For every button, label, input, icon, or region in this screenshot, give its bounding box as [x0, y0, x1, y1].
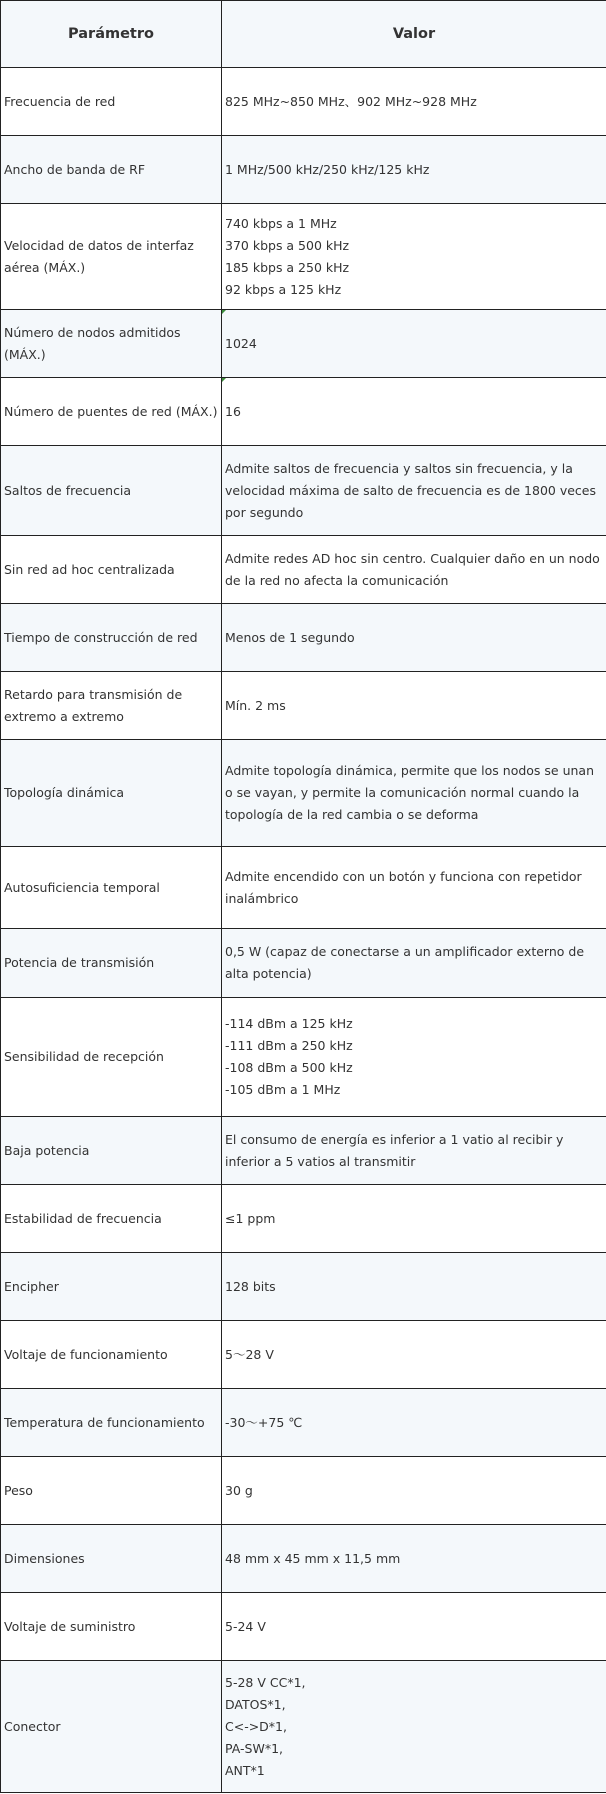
table-row [1, 446, 606, 536]
param-cell: Peso [1, 1457, 222, 1525]
param-cell: Número de nodos admitidos (MÁX.) [1, 310, 222, 378]
value-line: 740 kbps a 1 MHz [225, 215, 337, 231]
value-line: -114 dBm a 125 kHz [225, 1016, 353, 1031]
table-row [1, 310, 606, 378]
value-cell [222, 1525, 606, 1593]
value-line: Admite redes AD hoc sin centro. Cualquier daño en un nodo de la red no afecta la comunicación [225, 550, 600, 588]
value-cell [222, 204, 606, 310]
value-line: 825 MHz~850 MHz、902 MHz~928 MHz [225, 93, 477, 109]
table-row [1, 847, 606, 929]
value-line: Admite saltos de frecuencia y saltos sin frecuencia, y la velocidad máxima de salto de frecuencia es de 1800 veces por segundo [225, 460, 597, 520]
value-line: 16 [225, 403, 241, 419]
value-line: Mín. 2 ms [225, 697, 286, 713]
param-cell: Baja potencia [1, 1117, 222, 1185]
value-cell [222, 847, 606, 929]
table-row [1, 929, 606, 998]
value-line: 92 kbps a 125 kHz [225, 281, 342, 297]
table-row [1, 1321, 606, 1389]
param-cell: Estabilidad de frecuencia [1, 1185, 222, 1253]
table-row [1, 604, 606, 672]
value-cell [222, 1593, 606, 1661]
param-cell: Ancho de banda de RF [1, 136, 222, 204]
value-line: DATOS*1, [225, 1696, 286, 1712]
table-row [1, 1117, 606, 1185]
value-cell [222, 1117, 606, 1185]
table-row [1, 204, 606, 310]
header-valor: Valor [222, 1, 606, 68]
table-row [1, 1185, 606, 1253]
value-line: 5～28 V [225, 1346, 274, 1362]
value-line: Admite topología dinámica, permite que los nodos se unan o se vayan, y permite la comunicación normal cuando la topología de la red cambia o se deforma [225, 763, 595, 822]
param-cell: Sensibilidad de recepción [1, 998, 222, 1117]
value-cell [222, 1185, 606, 1253]
param-cell: Temperatura de funcionamiento [1, 1389, 222, 1457]
value-cell [222, 740, 606, 847]
table-row [1, 1525, 606, 1593]
value-cell [222, 998, 606, 1117]
value-cell [222, 310, 606, 378]
table-row [1, 672, 606, 740]
value-line: C<->D*1, [225, 1718, 287, 1734]
param-cell: Retardo para transmisión de extremo a extremo [1, 672, 222, 740]
value-line: Menos de 1 segundo [225, 629, 355, 645]
value-line: -105 dBm a 1 MHz [225, 1082, 341, 1097]
param-cell: Frecuencia de red [1, 68, 222, 136]
value-line: 0,5 W (capaz de conectarse a un amplificador externo de alta potencia) [225, 944, 585, 981]
table-row [1, 1593, 606, 1661]
param-cell: Tiempo de construcción de red [1, 604, 222, 672]
value-cell [222, 136, 606, 204]
param-cell: Velocidad de datos de interfaz aérea (MÁX.) [1, 204, 222, 310]
table-row [1, 740, 606, 847]
param-cell: Potencia de transmisión [1, 929, 222, 998]
value-cell [222, 536, 606, 604]
value-cell [222, 1321, 606, 1389]
value-line: -30～+75 ℃ [225, 1414, 303, 1430]
value-line: -108 dBm a 500 kHz [225, 1060, 353, 1075]
param-cell: Número de puentes de red (MÁX.) [1, 378, 222, 446]
value-cell [222, 68, 606, 136]
value-line: Admite encendido con un botón y funciona con repetidor inalámbrico [225, 868, 582, 906]
spec-table-body [1, 1, 606, 1793]
value-cell [222, 1253, 606, 1321]
table-row [1, 68, 606, 136]
value-line: 1 MHz/500 kHz/250 kHz/125 kHz [225, 161, 430, 177]
value-cell [222, 929, 606, 998]
table-row [1, 1389, 606, 1457]
value-cell [222, 378, 606, 446]
table-row [1, 378, 606, 446]
param-cell: Voltaje de funcionamiento [1, 1321, 222, 1389]
value-line: 128 bits [225, 1278, 276, 1294]
param-cell: Encipher [1, 1253, 222, 1321]
value-cell [222, 1661, 606, 1793]
table-row [1, 1253, 606, 1321]
value-line: -111 dBm a 250 kHz [225, 1038, 353, 1053]
value-line: ≤1 ppm [225, 1210, 276, 1226]
header-row [1, 1, 606, 68]
value-cell [222, 604, 606, 672]
param-cell: Autosuficiencia temporal [1, 847, 222, 929]
value-line: 48 mm x 45 mm x 11,5 mm [225, 1550, 401, 1566]
table-row [1, 1661, 606, 1793]
value-line: 5-24 V [225, 1618, 266, 1634]
value-line: 1024 [225, 335, 257, 351]
table-row [1, 536, 606, 604]
param-cell: Conector [1, 1661, 222, 1793]
value-line: 30 g [225, 1482, 253, 1498]
header-parametro: Parámetro [1, 1, 222, 68]
value-line: PA-SW*1, [225, 1740, 283, 1756]
value-cell [222, 672, 606, 740]
table-row [1, 998, 606, 1117]
table-row [1, 1457, 606, 1525]
table-row [1, 136, 606, 204]
value-cell [222, 1457, 606, 1525]
param-cell: Dimensiones [1, 1525, 222, 1593]
value-line: 185 kbps a 250 kHz [225, 259, 350, 275]
value-cell [222, 446, 606, 536]
param-cell: Voltaje de suministro [1, 1593, 222, 1661]
value-line: 5-28 V CC*1, [225, 1674, 306, 1690]
param-cell: Saltos de frecuencia [1, 446, 222, 536]
param-cell: Sin red ad hoc centralizada [1, 536, 222, 604]
value-line: 370 kbps a 500 kHz [225, 237, 350, 253]
value-line: ANT*1 [225, 1762, 265, 1778]
value-line: El consumo de energía es inferior a 1 vatio al recibir y inferior a 5 vatios al transmitir [225, 1131, 564, 1169]
param-cell: Topología dinámica [1, 740, 222, 847]
value-cell [222, 1389, 606, 1457]
